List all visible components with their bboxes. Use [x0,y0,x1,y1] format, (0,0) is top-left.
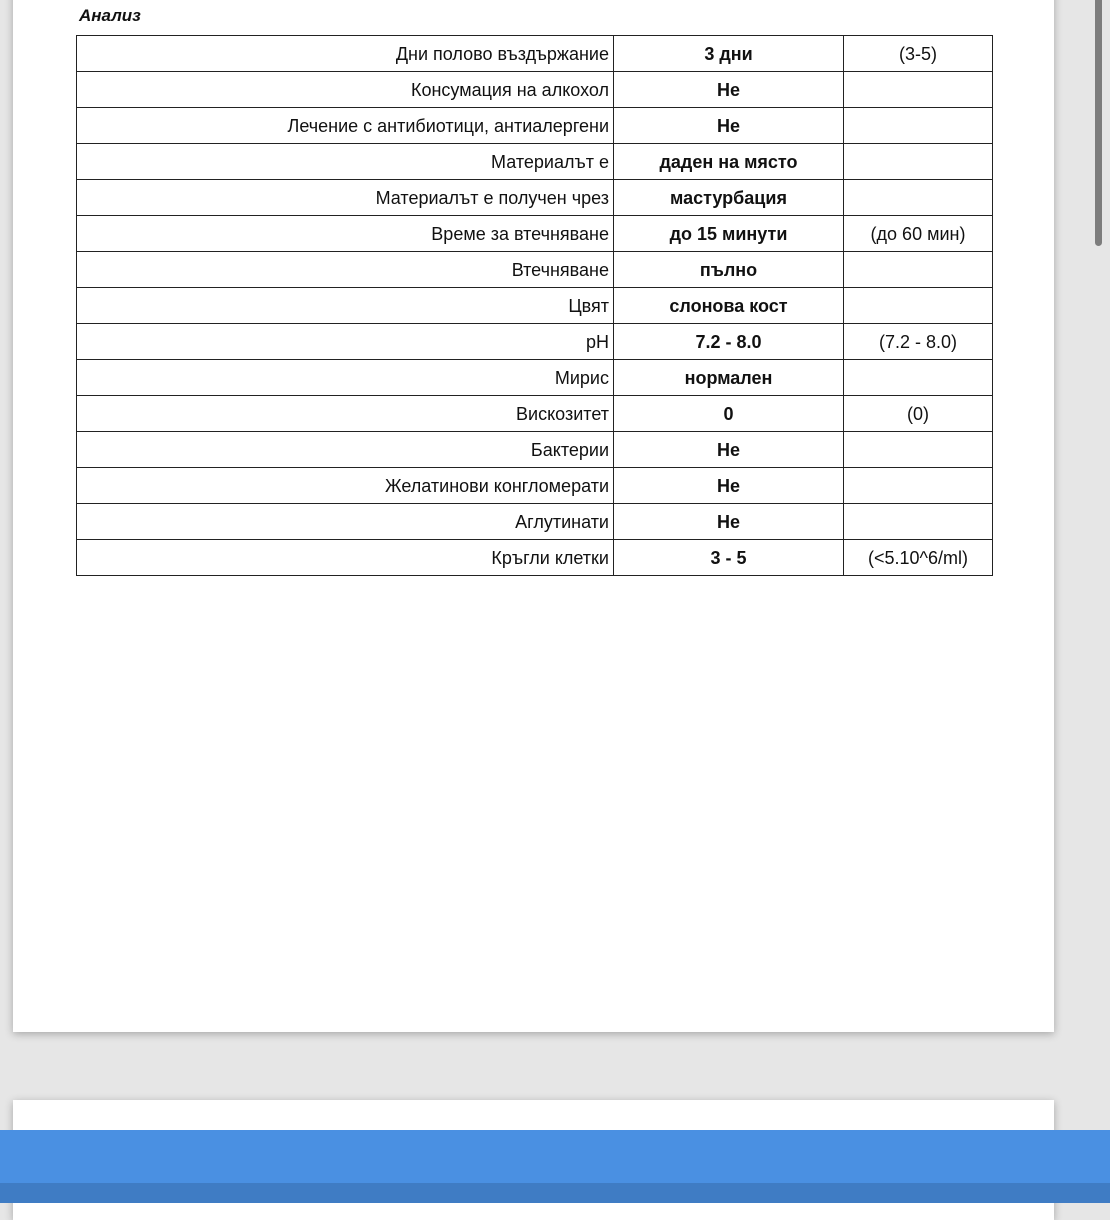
row-value: 0 [614,396,844,432]
section-title: Анализ [79,6,141,25]
row-label: Желатинови конгломерати [77,468,614,504]
row-reference: (3-5) [844,36,993,72]
table-row [77,144,993,180]
row-label: Цвят [77,288,614,324]
table-row [77,288,993,324]
row-reference [844,504,993,540]
row-reference [844,180,993,216]
row-value: нормален [614,360,844,396]
row-label: Материалът е получен чрез [77,180,614,216]
row-value: Не [614,432,844,468]
table-row [77,108,993,144]
table-row [77,360,993,396]
row-label: Време за втечняване [77,216,614,252]
row-reference [844,360,993,396]
table-row [77,72,993,108]
row-value: 7.2 - 8.0 [614,324,844,360]
row-label: Втечняване [77,252,614,288]
analysis-table-body [77,36,993,576]
row-label: Мирис [77,360,614,396]
row-value: пълно [614,252,844,288]
table-row [77,180,993,216]
row-value: даден на място [614,144,844,180]
bottom-toolbar [0,1130,1110,1203]
row-label: Аглутинати [77,504,614,540]
row-value: слонова кост [614,288,844,324]
row-value: до 15 минути [614,216,844,252]
row-label: Вискозитет [77,396,614,432]
vertical-scrollbar[interactable] [1095,0,1102,246]
row-value: 3 дни [614,36,844,72]
table-row [77,396,993,432]
table-row [77,504,993,540]
row-reference [844,144,993,180]
table-row [77,540,993,576]
row-reference [844,432,993,468]
row-reference: (0) [844,396,993,432]
row-value: Не [614,72,844,108]
row-reference [844,108,993,144]
row-reference: (до 60 мин) [844,216,993,252]
row-value: мастурбация [614,180,844,216]
row-reference [844,72,993,108]
row-reference: (7.2 - 8.0) [844,324,993,360]
row-label: pH [77,324,614,360]
row-label: Консумация на алкохол [77,72,614,108]
table-row [77,324,993,360]
row-reference: (<5.10^6/ml) [844,540,993,576]
row-label: Бактерии [77,432,614,468]
row-value: 3 - 5 [614,540,844,576]
row-reference [844,468,993,504]
table-row [77,252,993,288]
table-row [77,216,993,252]
row-reference [844,252,993,288]
table-row [77,36,993,72]
table-row [77,432,993,468]
row-label: Дни полово въздържание [77,36,614,72]
bottom-toolbar-lower-band [0,1183,1110,1203]
row-label: Материалът е [77,144,614,180]
row-value: Не [614,468,844,504]
row-value: Не [614,108,844,144]
document-page [13,0,1054,1032]
row-reference [844,288,993,324]
table-row [77,468,993,504]
row-label: Кръгли клетки [77,540,614,576]
row-label: Лечение с антибиотици, антиалергени [77,108,614,144]
row-value: Не [614,504,844,540]
analysis-table [76,35,993,576]
